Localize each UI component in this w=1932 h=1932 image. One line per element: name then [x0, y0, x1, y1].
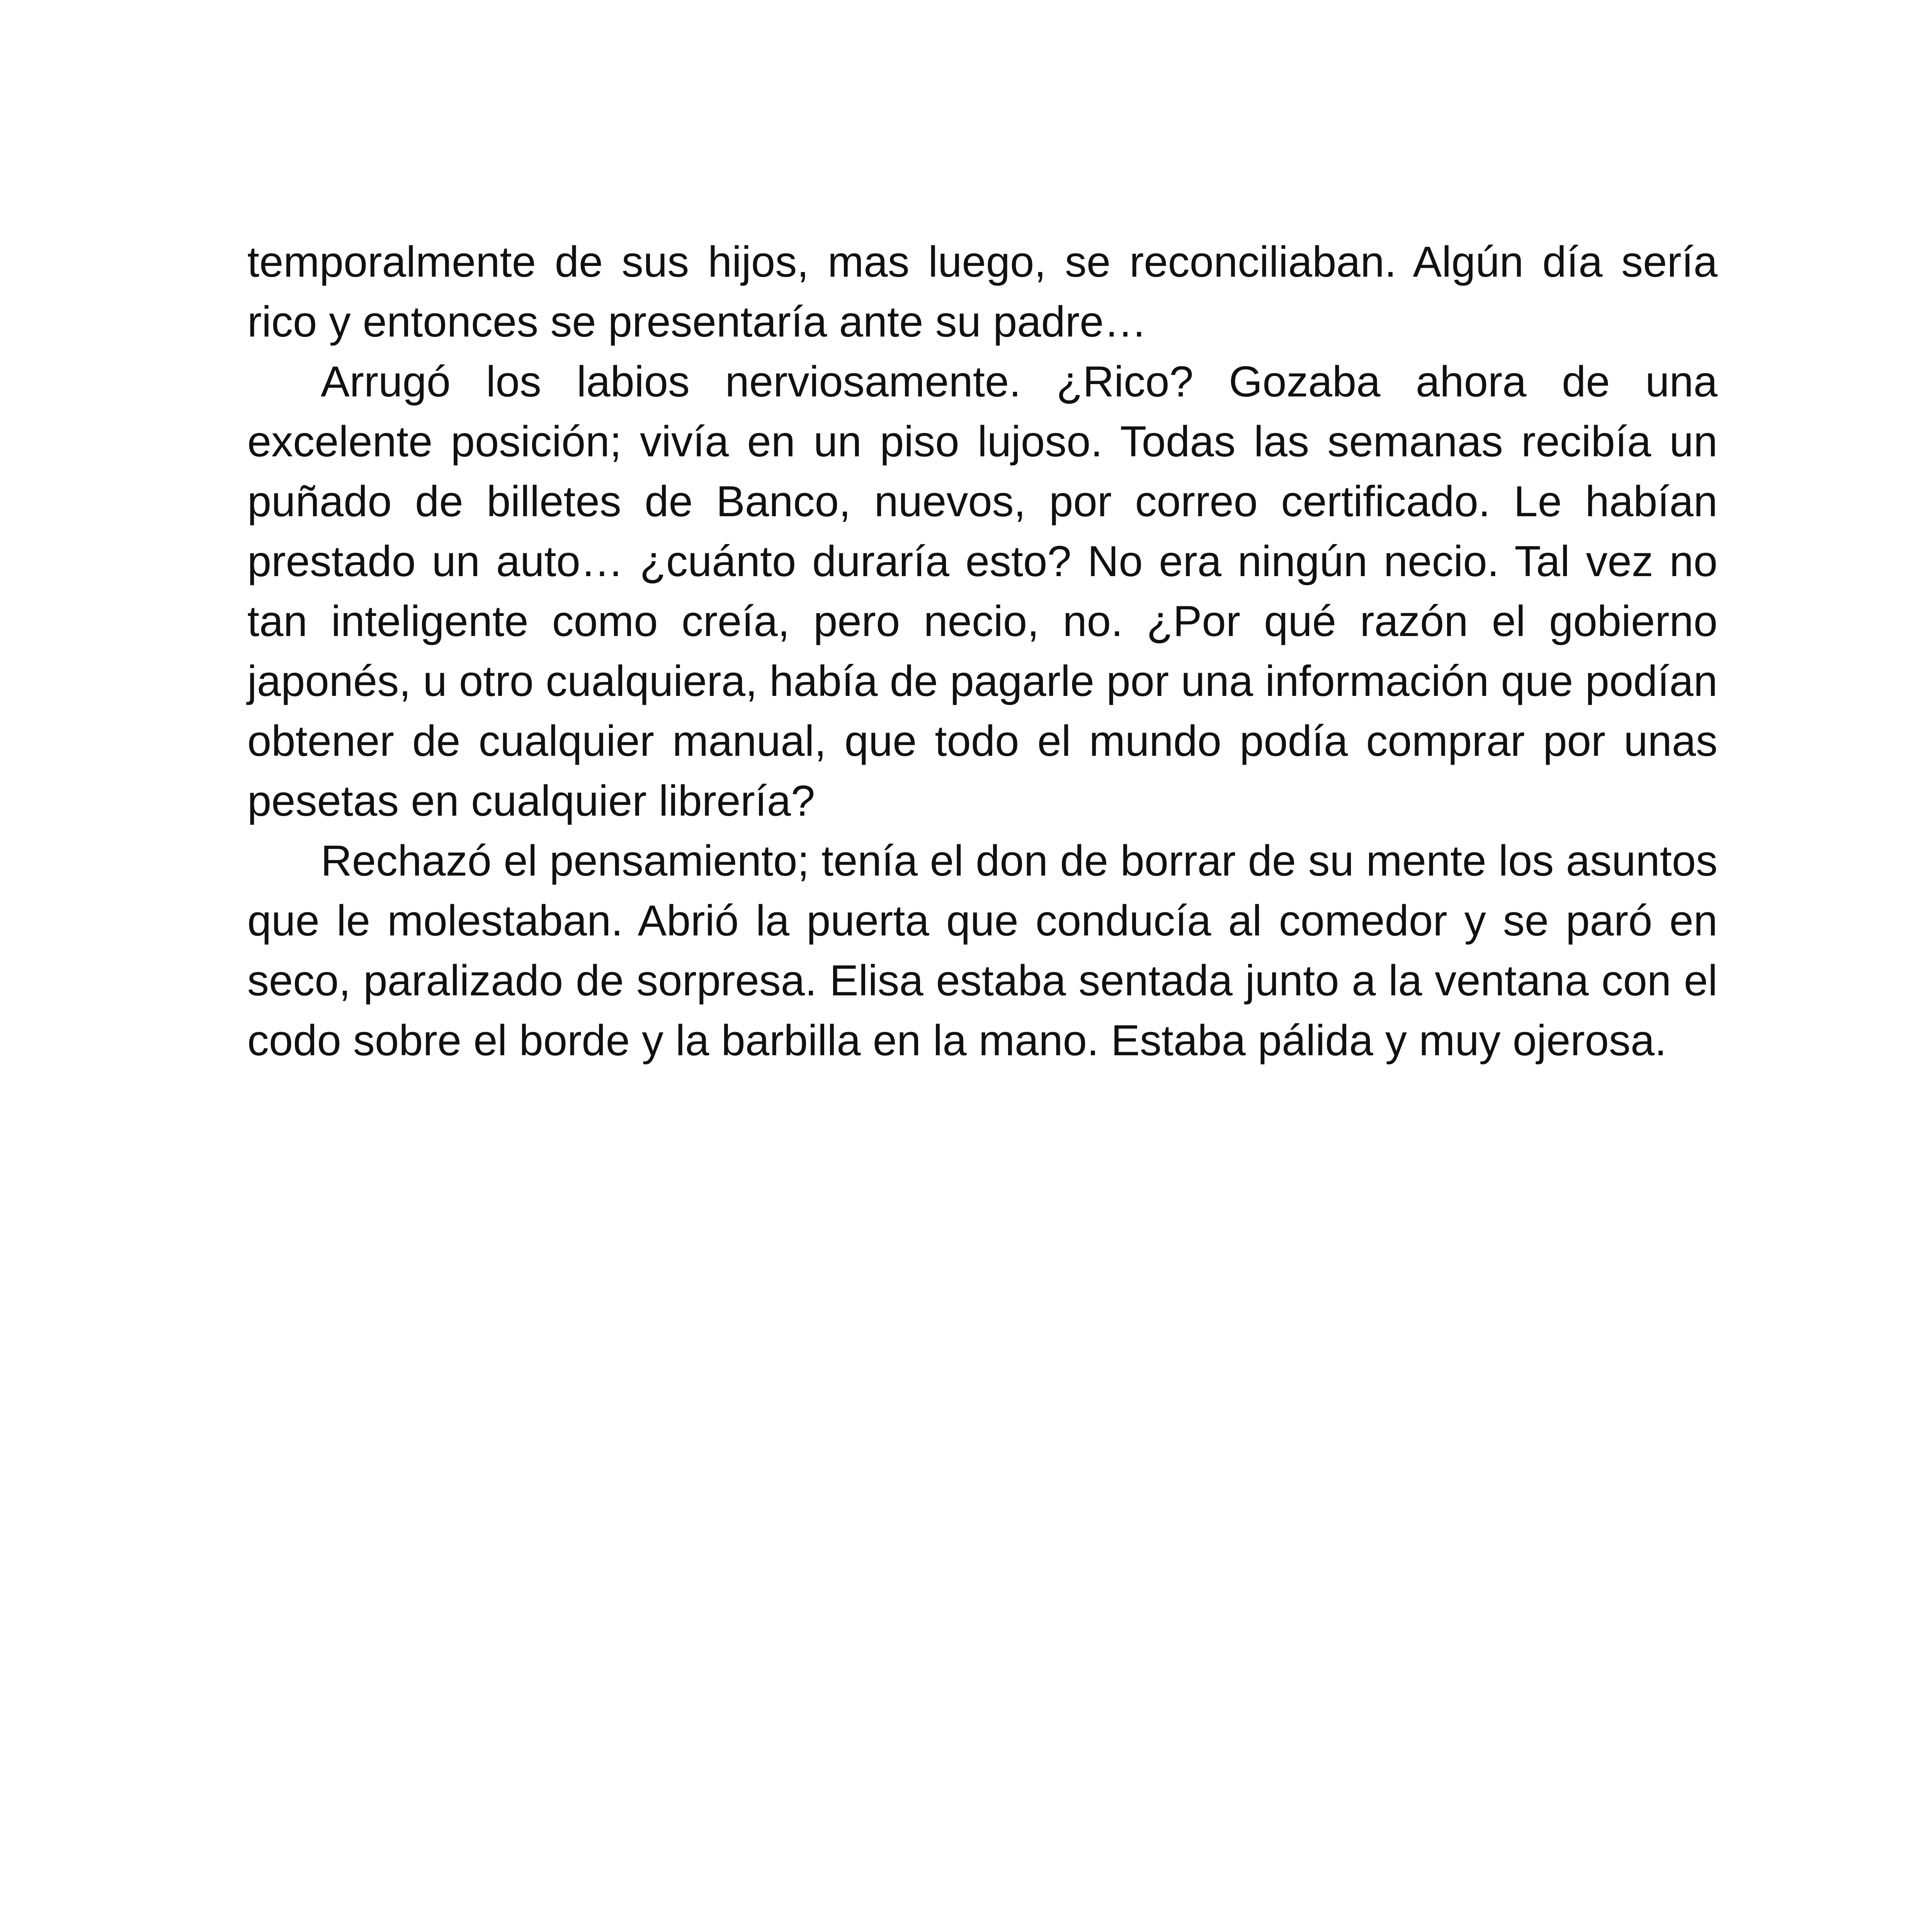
body-text	[247, 232, 1718, 1070]
paragraph: Arrugó los labios nerviosamente. ¿Rico? Gozaba ahora de una excelente posición; vivía en un piso lujoso. Todas las semanas recibía un puñado de billetes de Banco, nuevos, por correo certificado. Le habían prestado un auto… ¿cuánto duraría esto? No era ningún necio. Tal vez no tan inteligente como creía, pero necio, no. ¿Por qué razón el gobierno japonés, u otro cualquiera, había de pagarle por una información que podían obtener de cualquier manual, que todo el mundo podía comprar por unas pesetas en cualquier librería?	[247, 357, 1718, 825]
paragraph: Rechazó el pensamiento; tenía el don de borrar de su mente los asuntos que le molestaban. Abrió la puerta que conducía al comedor y se paró en seco, paralizado de sorpresa. Elisa estaba sentada junto a la ventana con el codo sobre el borde y la barbilla en la mano. Estaba pálida y muy ojerosa.	[247, 837, 1718, 1065]
paragraph-continuation: temporalmente de sus hijos, mas luego, se reconciliaban. Algún día sería rico y entonces se presentaría ante su padre…	[247, 238, 1718, 346]
